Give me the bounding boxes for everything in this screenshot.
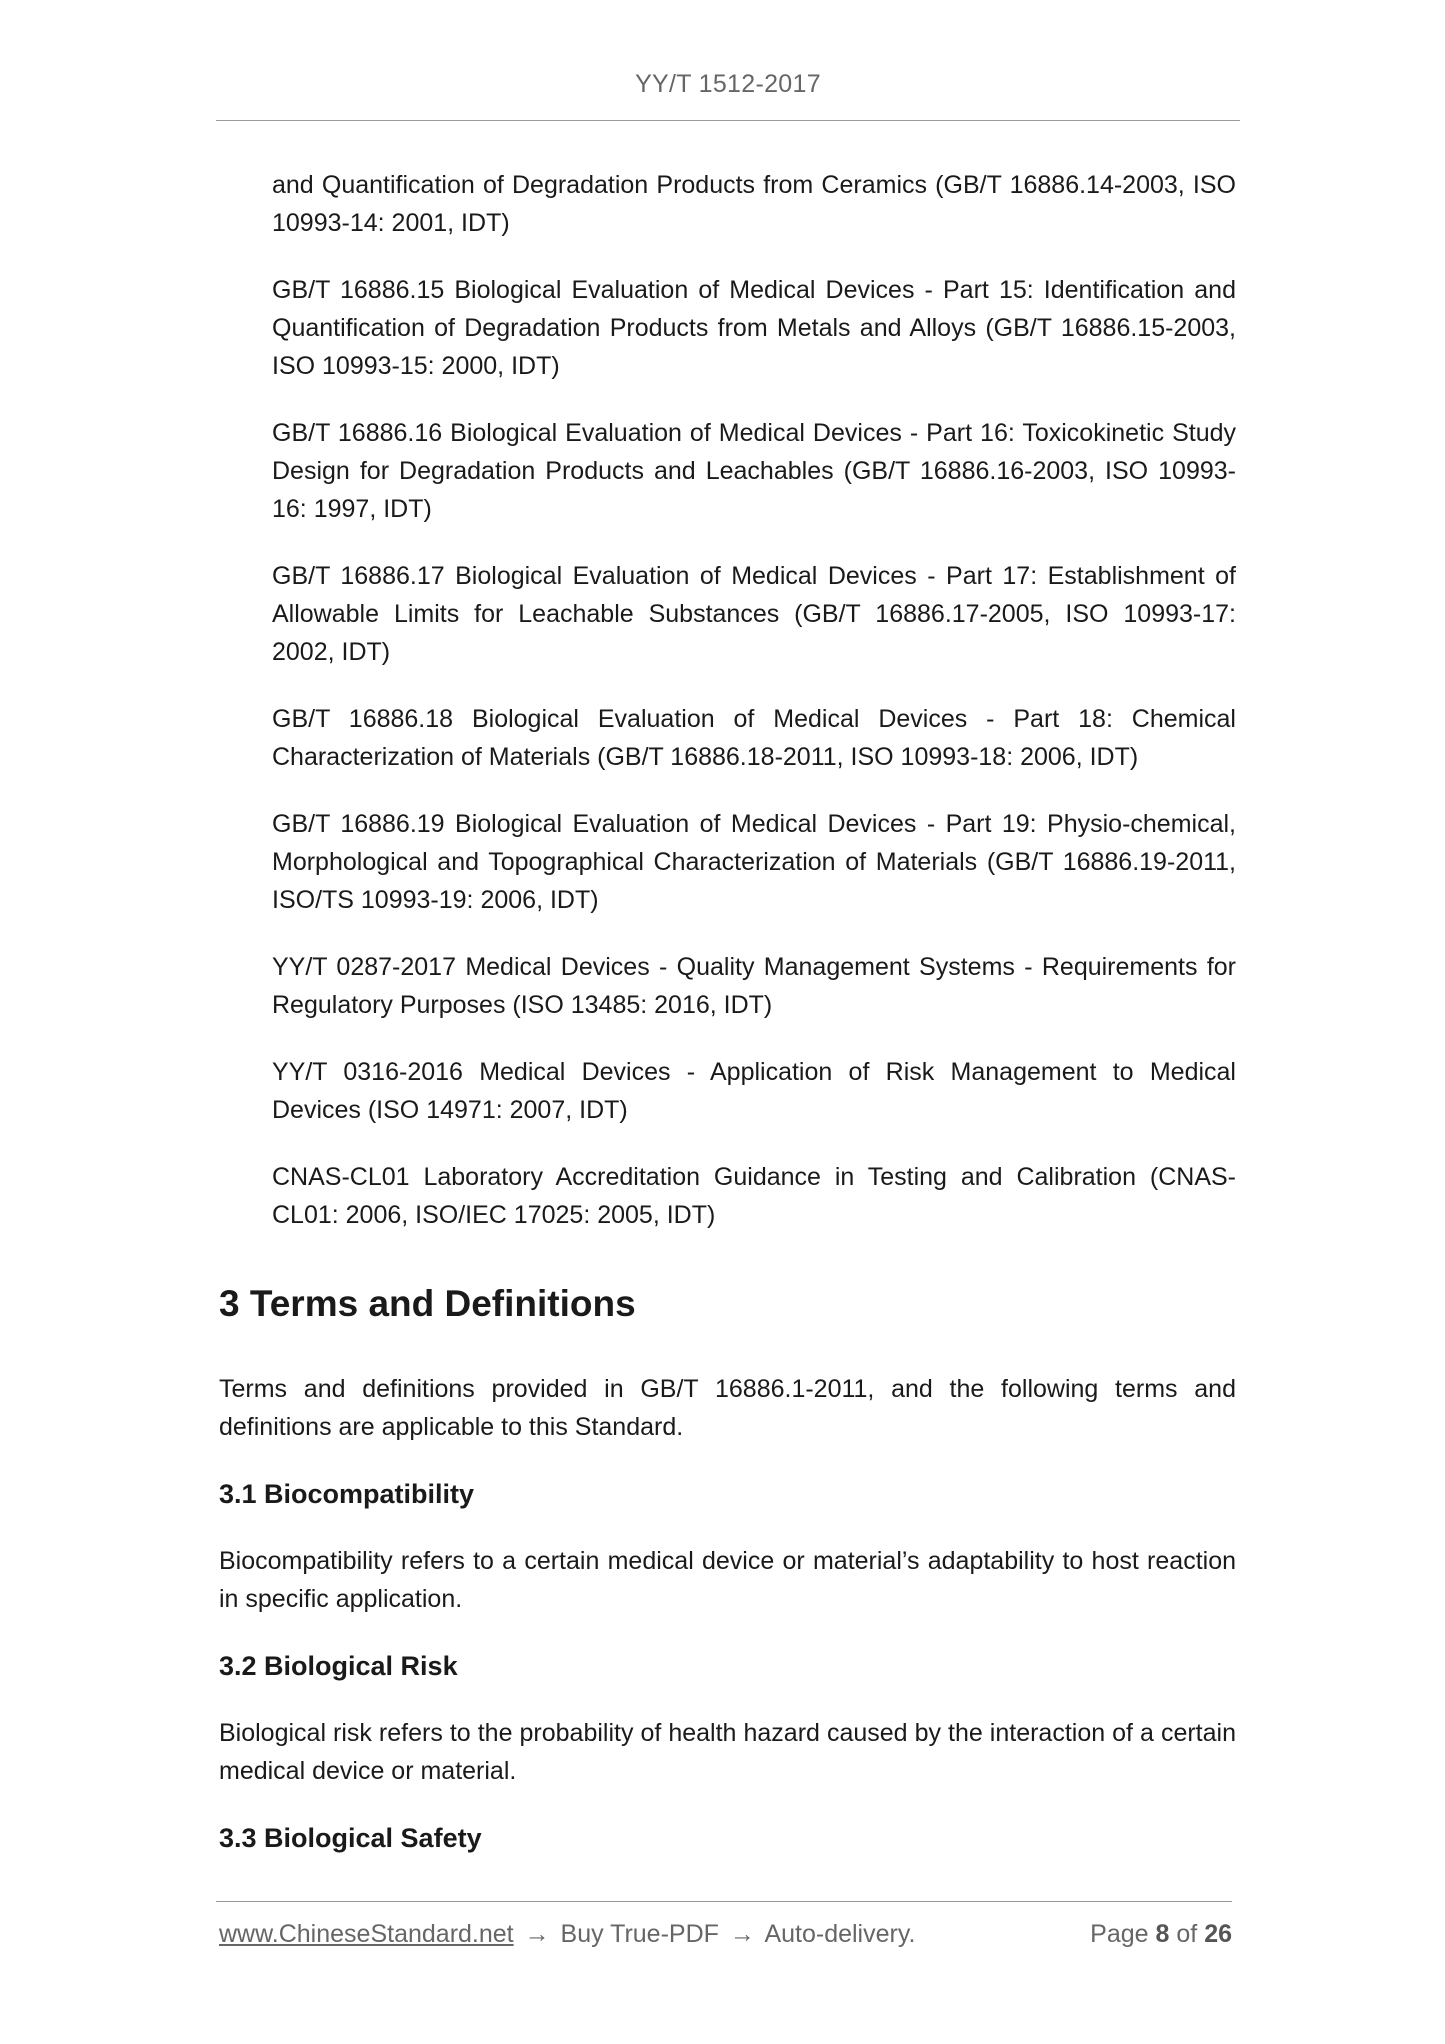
subsection-heading-biological-safety: 3.3 Biological Safety (219, 1823, 482, 1853)
arrow-right-icon: → (729, 1920, 755, 1948)
subsection-text-biological-risk: Biological risk refers to the probability of health hazard caused by the interaction of a certain medical device or material. (219, 1719, 1236, 1785)
subsection-text-biocompatibility: Biocompatibility refers to a certain medical device or material’s adaptability to host reaction in specific application. (219, 1547, 1236, 1613)
footer-buy-text: Buy True-PDF (560, 1920, 719, 1948)
page-footer (219, 1920, 1232, 1949)
reference-item: GB/T 16886.19 Biological Evaluation of Medical Devices - Part 19: Physio-chemical, Morphological and Topographical Characterization of Materials (GB/T 16886.19-2011, ISO/TS 10993-19: 2006, IDT) (272, 810, 1236, 914)
header-divider (216, 120, 1240, 121)
page-header: YY/T 1512-2017 (635, 70, 821, 98)
terms-definitions-section (219, 1280, 1236, 1886)
page-of-label: of (1176, 1920, 1198, 1948)
reference-item: CNAS-CL01 Laboratory Accreditation Guidance in Testing and Calibration (CNAS-CL01: 2006, ISO/IEC 17025: 2005, IDT) (272, 1163, 1236, 1229)
footer-left (219, 1920, 915, 1949)
reference-item: and Quantification of Degradation Products from Ceramics (GB/T 16886.14-2003, ISO 10993-14: 2001, IDT) (272, 171, 1236, 237)
section-intro: Terms and definitions provided in GB/T 16886.1-2011, and the following terms and definitions are applicable to this Standard. (219, 1375, 1236, 1441)
arrow-right-icon: → (524, 1920, 550, 1948)
reference-item: YY/T 0316-2016 Medical Devices - Application of Risk Management to Medical Devices (ISO 14971: 2007, IDT) (272, 1058, 1236, 1124)
subsection-heading-biological-risk: 3.2 Biological Risk (219, 1651, 458, 1681)
reference-item: GB/T 16886.17 Biological Evaluation of Medical Devices - Part 17: Establishment of Allowable Limits for Leachable Substances (GB/T 16886.17-2005, ISO 10993-17: 2002, IDT) (272, 562, 1236, 666)
normative-references-list (272, 166, 1236, 1263)
page-number (1090, 1920, 1232, 1949)
subsection-heading-biocompatibility: 3.1 Biocompatibility (219, 1479, 475, 1509)
footer-delivery-text: Auto-delivery. (764, 1920, 916, 1948)
reference-item: GB/T 16886.18 Biological Evaluation of Medical Devices - Part 18: Chemical Characterization of Materials (GB/T 16886.18-2011, ISO 10993-18: 2006, IDT) (272, 705, 1236, 771)
reference-item: GB/T 16886.15 Biological Evaluation of Medical Devices - Part 15: Identification and Quantification of Degradation Products from Metals and Alloys (GB/T 16886.15-2003, ISO 10993-15: 2000, IDT) (272, 276, 1236, 380)
page-label: Page (1090, 1920, 1149, 1948)
reference-item: YY/T 0287-2017 Medical Devices - Quality Management Systems - Requirements for Regulatory Purposes (ISO 13485: 2016, IDT) (272, 953, 1236, 1019)
reference-item: GB/T 16886.16 Biological Evaluation of Medical Devices - Part 16: Toxicokinetic Study Design for Degradation Products and Leachables (GB/T 16886.16-2003, ISO 10993-16: 1997, IDT) (272, 419, 1236, 523)
current-page: 8 (1155, 1920, 1170, 1948)
section-title: 3 Terms and Definitions (219, 1283, 636, 1324)
total-pages: 26 (1204, 1920, 1232, 1948)
website-link[interactable]: www.ChineseStandard.net (219, 1920, 514, 1948)
footer-divider (216, 1901, 1232, 1902)
